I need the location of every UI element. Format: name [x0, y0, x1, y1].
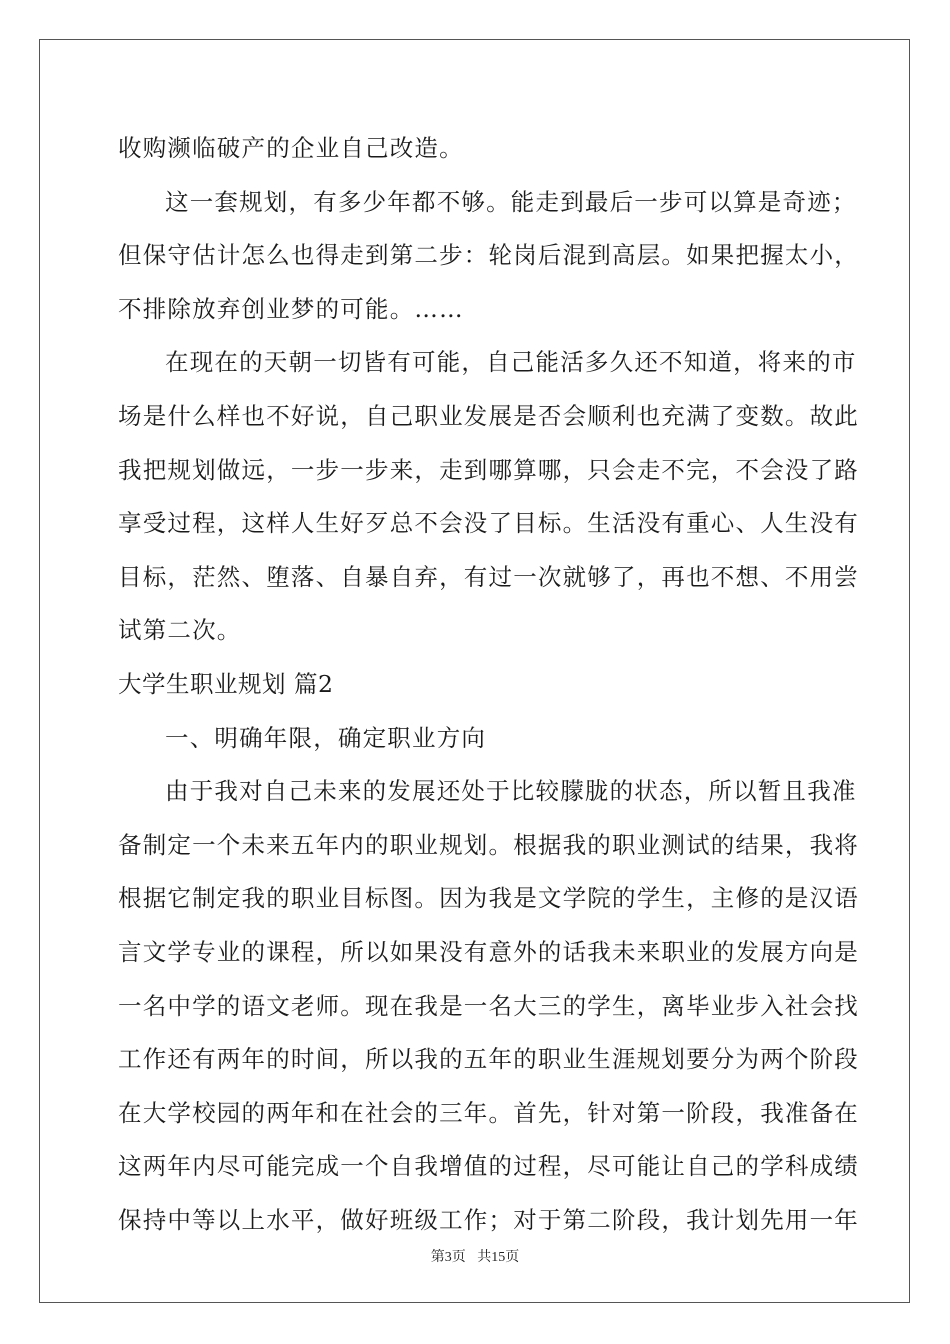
- text-line: 保持中等以上水平，做好班级工作；对于第二阶段，我计划先用一年: [118, 1205, 859, 1234]
- text-line: 不排除放弃创业梦的可能。……: [118, 294, 464, 323]
- page-footer: [0, 1246, 950, 1266]
- text-line: 在现在的天朝一切皆有可能，自己能活多久还不知道，将来的市: [165, 348, 857, 377]
- document-body: [118, 122, 859, 1247]
- text-line: 工作还有两年的时间，所以我的五年的职业生涯规划要分为两个阶段: [118, 1045, 859, 1074]
- text-line: 备制定一个未来五年内的职业规划。根据我的职业测试的结果，我将: [118, 830, 859, 859]
- text-line: 我把规划做远，一步一步来，走到哪算哪，只会走不完，不会没了路: [118, 455, 859, 484]
- text-line: 但保守估计怎么也得走到第二步：轮岗后混到高层。如果把握太小，: [118, 241, 859, 270]
- text-line: 这一套规划，有多少年都不够。能走到最后一步可以算是奇迹；: [165, 187, 857, 216]
- section-heading: 大学生职业规划 篇2: [118, 669, 334, 698]
- text-line: 目标，茫然、堕落、自暴自弃，有过一次就够了，再也不想、不用尝: [118, 562, 859, 591]
- text-line: 在大学校园的两年和在社会的三年。首先，针对第一阶段，我准备在: [118, 1098, 859, 1127]
- text-line: 由于我对自己未来的发展还处于比较朦胧的状态，所以暂且我准: [165, 777, 857, 806]
- text-line: 场是什么样也不好说，自己职业发展是否会顺利也充满了变数。故此: [118, 401, 859, 430]
- text-line: 根据它制定我的职业目标图。因为我是文学院的学生，主修的是汉语: [118, 884, 859, 913]
- text-line: 享受过程，这样人生好歹总不会没了目标。生活没有重心、人生没有: [118, 509, 859, 538]
- text-line: 收购濒临破产的企业自己改造。: [118, 134, 464, 162]
- text-line: 这两年内尽可能完成一个自我增值的过程，尽可能让自己的学科成绩: [118, 1152, 859, 1181]
- total-page-count: 共15页: [477, 1250, 520, 1265]
- subsection-heading: 一、明确年限，确定职业方向: [165, 723, 487, 752]
- text-line: 言文学专业的课程，所以如果没有意外的话我未来职业的发展方向是: [118, 937, 859, 966]
- text-line: 试第二次。: [118, 616, 242, 645]
- current-page-number: 第3页: [430, 1250, 466, 1265]
- text-line: 一名中学的语文老师。现在我是一名大三的学生，离毕业步入社会找: [118, 991, 859, 1020]
